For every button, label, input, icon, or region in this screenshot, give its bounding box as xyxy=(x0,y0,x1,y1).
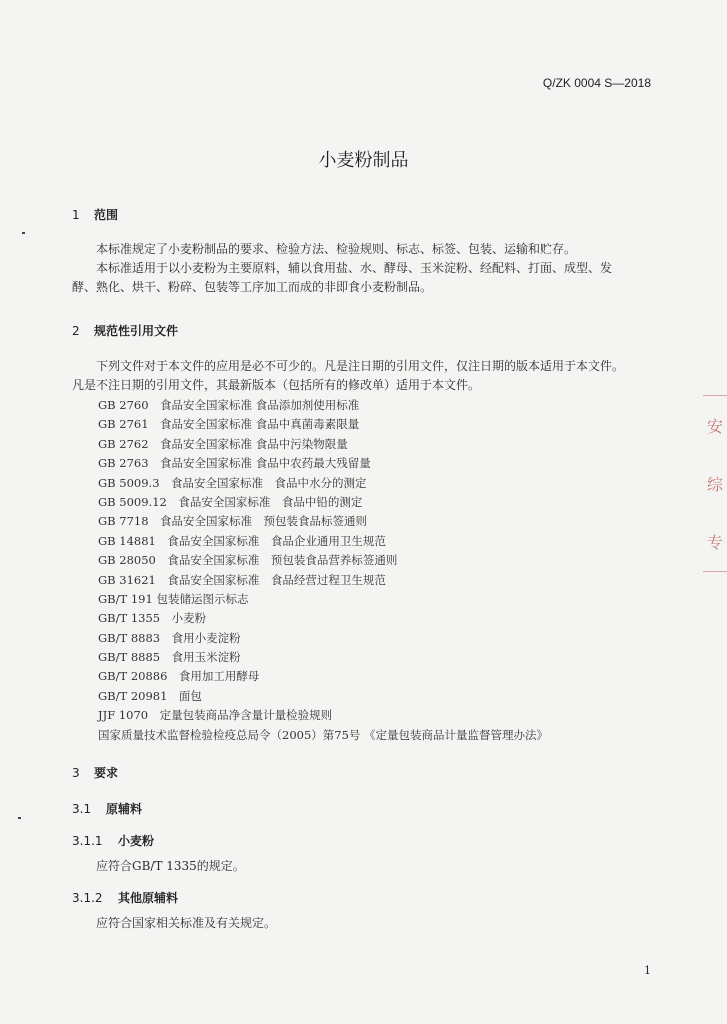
reference-item: GB 2763 食品安全国家标准 食品中农药最大残留量 xyxy=(98,456,371,471)
reference-item: JJF 1070 定量包装商品净含量计量检验规则 xyxy=(98,708,333,723)
reference-item: 国家质量技术监督检验检疫总局令（2005）第75号 《定量包装商品计量监督管理办法》 xyxy=(98,727,549,742)
section-3-1-2-text: 应符合国家相关标准及有关规定。 xyxy=(96,916,277,930)
section-3-1-1-text: 应符合GB/T 1335的规定。 xyxy=(96,859,245,873)
reference-item: GB/T 20886 食用加工用酵母 xyxy=(98,669,260,684)
reference-item: GB 31621 食品安全国家标准 食品经营过程卫生规范 xyxy=(98,572,386,587)
reference-item: GB/T 8885 食用玉米淀粉 xyxy=(98,650,241,665)
section-3-1-heading: 3.1 原辅料 xyxy=(72,802,143,816)
reference-item: GB 2762 食品安全国家标准 食品中污染物限量 xyxy=(98,436,348,451)
section-3-1-2-heading: 3.1.2 其他原辅料 xyxy=(72,891,179,905)
reference-item: GB/T 8883 食用小麦淀粉 xyxy=(98,630,241,645)
section-3-1-1-heading: 3.1.1 小麦粉 xyxy=(72,834,155,848)
scan-mark xyxy=(22,232,25,234)
reference-item: GB/T 20981 面包 xyxy=(98,688,202,703)
reference-item: GB 5009.3 食品安全国家标准 食品中水分的测定 xyxy=(98,475,367,490)
section-1-heading: 1 范围 xyxy=(72,208,119,222)
reference-item: GB 28050 食品安全国家标准 预包装食品营养标签通则 xyxy=(98,553,398,568)
document-code: Q/ZK 0004 S—2018 xyxy=(542,76,651,90)
page-title: 小麦粉制品 xyxy=(318,150,409,171)
reference-item: GB/T 1355 小麦粉 xyxy=(98,611,207,626)
reference-item: GB 5009.12 食品安全国家标准 食品中铅的测定 xyxy=(98,494,363,509)
section-2-text: 下列文件对于本文件的应用是必不可少的。凡是注日期的引用文件，仅注日期的版本适用于本文件。 凡是不注日期的引用文件，其最新版本（包括所有的修改单）适用于本文件。 xyxy=(72,359,625,392)
reference-item: GB 14881 食品安全国家标准 食品企业通用卫生规范 xyxy=(98,533,386,548)
reference-item: GB 7718 食品安全国家标准 预包装食品标签通则 xyxy=(98,514,368,529)
seal-stamp: 安 综 专 xyxy=(703,395,727,572)
scan-mark xyxy=(18,817,21,819)
reference-item: GB 2760 食品安全国家标准 食品添加剂使用标准 xyxy=(98,398,360,412)
section-3-heading: 3 要求 xyxy=(72,766,119,780)
reference-list xyxy=(98,396,548,745)
reference-item: GB 2761 食品安全国家标准 食品中真菌毒素限量 xyxy=(98,417,360,432)
page-number: 1 xyxy=(644,964,651,977)
reference-item: GB/T 191 包装储运图示标志 xyxy=(98,591,249,606)
section-2-heading: 2 规范性引用文件 xyxy=(72,324,179,338)
section-1-text: 本标准规定了小麦粉制品的要求、检验方法、检验规则、标志、标签、包装、运输和贮存。 本标准适用于以小麦粉为主要原料，辅以食用盐、水、酵母、玉米淀粉、经配料、打面、成型、发 酵、熟化、烘干、粉碎、包装等工序加工而成的非即食小麦粉制品。 xyxy=(72,242,613,294)
